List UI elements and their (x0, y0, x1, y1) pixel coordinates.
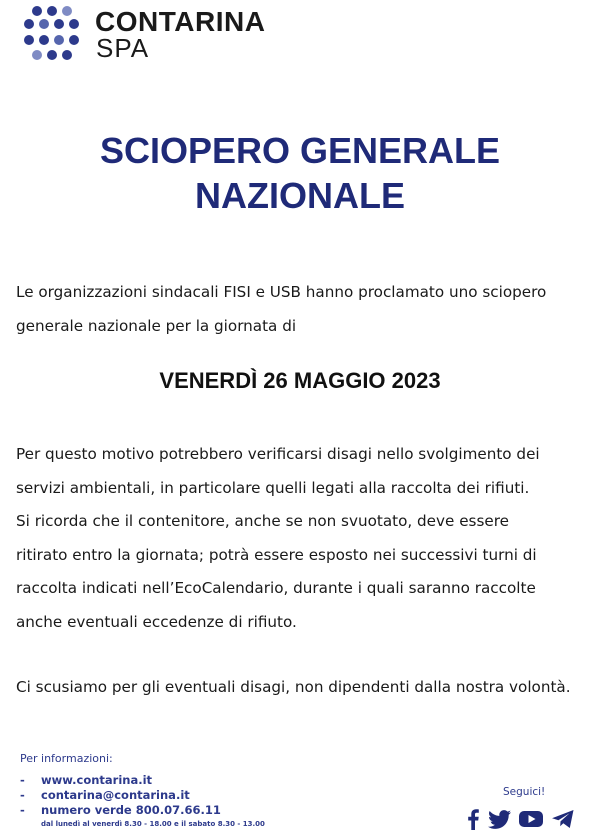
closing-line: Ci scusiamo per gli eventuali disagi, non dipendenti dalla nostra volontà. (16, 678, 571, 696)
website-link[interactable]: www.contarina.it (41, 773, 153, 787)
intro-line-2: generale nazionale per la giornata di (16, 317, 297, 335)
intro-line-1: Le organizzazioni sindacali FISI e USB hanno proclamato uno sciopero (16, 283, 547, 301)
twitter-icon[interactable] (488, 808, 512, 830)
body-line-3: Si ricorda che il contenitore, anche se non svuotato, deve essere (16, 512, 509, 530)
brand-suffix: SPA (96, 33, 150, 63)
strike-date: VENERDÌ 26 MAGGIO 2023 (159, 368, 441, 393)
list-dash: - (20, 788, 25, 802)
intro-paragraph (16, 275, 596, 343)
notice-title (0, 128, 600, 218)
list-dash: - (20, 773, 25, 787)
body-line-5: raccolta indicati nell’EcoCalendario, durante i quali saranno raccolte (16, 579, 536, 597)
follow-label: Seguici! (503, 786, 546, 798)
company-logo (22, 4, 307, 64)
body-paragraph (16, 438, 596, 639)
contarina-logo-mark (22, 4, 82, 64)
body-line-1: Per questo motivo potrebbero verificarsi disagi nello svolgimento dei (16, 445, 540, 463)
telegram-icon[interactable] (551, 808, 575, 830)
title-line-2: NAZIONALE (195, 175, 405, 216)
closing-paragraph (16, 672, 596, 702)
youtube-icon[interactable] (518, 808, 544, 830)
body-line-6: anche eventuali eccedenze di rifiuto. (16, 612, 297, 631)
title-line-1: SCIOPERO GENERALE (99, 130, 501, 171)
info-label: Per informazioni: (20, 752, 113, 765)
body-line-2: servizi ambientali, in particolare quelli legati alla raccolta dei rifiuti. (16, 478, 530, 497)
list-dash: - (20, 803, 25, 817)
facebook-icon[interactable] (466, 808, 480, 830)
brand-name: CONTARINA (95, 6, 266, 37)
body-line-4: ritirato entro la giornata; potrà essere esposto nei successivi turni di (16, 545, 537, 564)
email-link[interactable]: contarina@contarina.it (41, 788, 190, 802)
phone-number: numero verde 800.07.66.11 (41, 803, 221, 817)
opening-hours: dal lunedì al venerdì 8.30 - 18.00 e il sabato 8.30 - 13.00 (41, 820, 265, 828)
